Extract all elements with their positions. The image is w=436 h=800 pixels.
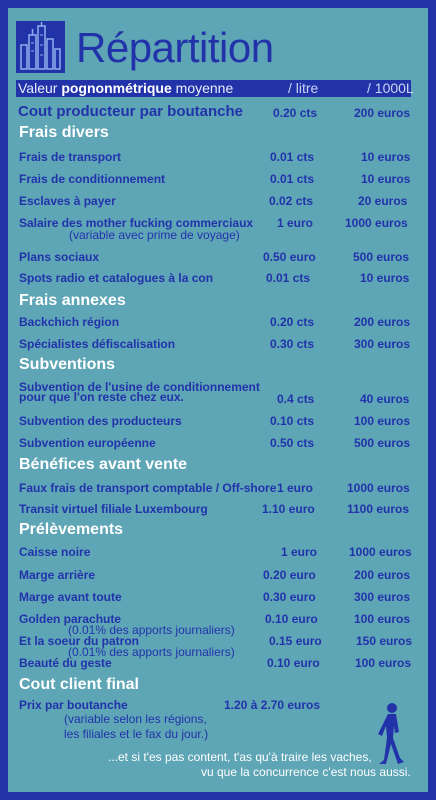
section-prelevements: Prélèvements (19, 521, 124, 538)
header-label: Valeur pognonmétrique moyenne (18, 80, 234, 96)
row-note: (variable avec prime de voyage) (69, 228, 240, 242)
row-note: les filiales et le fax du jour.) (64, 727, 209, 741)
section-subventions: Subventions (19, 356, 116, 373)
row-note: (0.01% des apports journaliers) (68, 645, 235, 659)
section-frais-divers: Frais divers (19, 124, 109, 141)
page-title: Répartition (76, 24, 274, 71)
city-skyline-logo-icon (16, 21, 65, 73)
row-note: (0.01% des apports journaliers) (68, 623, 235, 637)
walking-man-icon (374, 702, 408, 768)
section-benefices: Bénéfices avant vente (19, 456, 188, 473)
footer-line-2: vu que la concurrence c'est nous aussi. (201, 765, 411, 779)
header-bar (16, 80, 414, 97)
unit-per-1000l: / 1000L (367, 80, 414, 96)
row-note: (variable selon les régions, (64, 712, 207, 726)
footer-line-1: ...et si t'es pas content, t'as qu'à traire les vaches, (108, 750, 372, 764)
section-frais-annexes: Frais annexes (19, 292, 126, 309)
section-cout-client: Cout client final (19, 676, 139, 693)
unit-per-litre: / litre (288, 80, 319, 96)
